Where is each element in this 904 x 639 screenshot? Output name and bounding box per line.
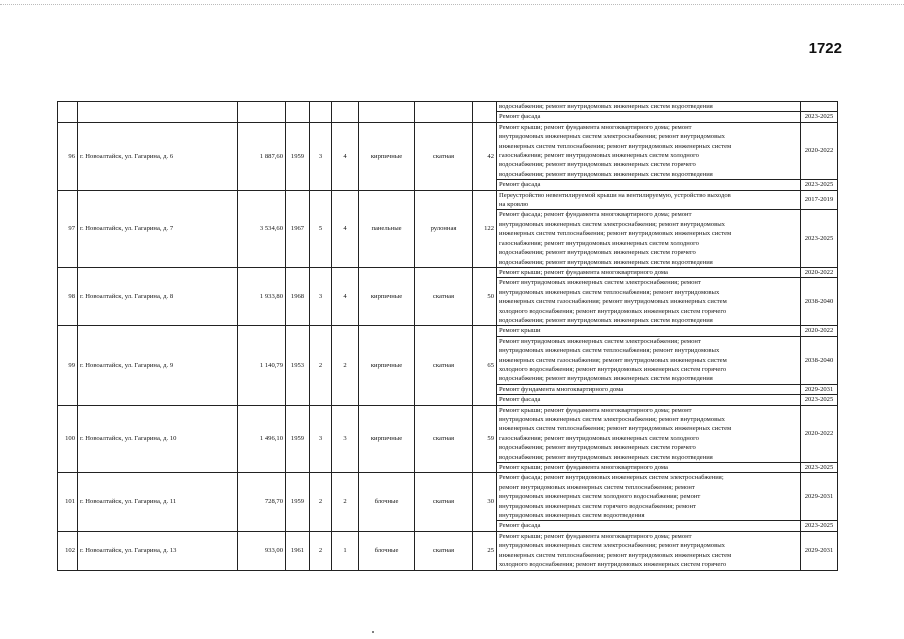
work-line: Ремонт фундамента многоквартирного дома	[499, 385, 624, 393]
entrances-cell	[332, 102, 359, 123]
total-area-cell: 1 140,79	[238, 326, 286, 405]
work-line: ремонт внутридомовых инженерных систем теплоснабжения; ремонт	[499, 483, 695, 491]
entrances-cell: 1	[332, 531, 359, 570]
entrances-cell: 4	[332, 267, 359, 325]
work-line: водоснабжения; ремонт внутридомовых инженерных систем водоотведения	[499, 258, 713, 266]
roof-type-cell: скатная	[415, 267, 473, 325]
work-line: инженерных систем газоснабжения; ремонт внутридомовых инженерных систем	[499, 298, 727, 306]
work-line: инженерных систем теплоснабжения; ремонт внутридомовых инженерных систем	[499, 142, 732, 150]
address-cell: г. Новоалтайск, ул. Гагарина, д. 11	[78, 473, 238, 531]
repair-period-cell: 2029-2031	[801, 531, 838, 570]
wall-material-cell	[359, 102, 415, 123]
roof-type-cell	[415, 102, 473, 123]
register-body	[58, 102, 838, 571]
work-line: Ремонт фасада	[499, 522, 541, 530]
work-line: инженерных систем теплоснабжения; ремонт внутридомовых инженерных систем	[499, 551, 732, 559]
table-row	[58, 473, 838, 521]
total-area-cell: 1 496,10	[238, 405, 286, 473]
work-line: Ремонт фасада	[499, 113, 541, 121]
apartments-cell: 65	[473, 326, 497, 405]
repair-period-cell: 2020-2022	[801, 405, 838, 462]
work-line: Ремонт крыши; ремонт фундамента многоквартирного дома; ремонт	[499, 532, 692, 540]
work-line: холодного водоснабжения; ремонт внутридомовых инженерных систем горячего	[499, 561, 727, 569]
repair-period-cell: 2038-2040	[801, 336, 838, 384]
apartments-cell: 25	[473, 531, 497, 570]
page-number: 1722	[808, 40, 842, 57]
work-line: внутридомовых инженерных систем электроснабжения; ремонт внутридомовых	[499, 220, 725, 228]
work-line: внутридомовых инженерных систем холодного водоснабжения; ремонт	[499, 493, 701, 501]
total-area-cell: 1 887,60	[238, 122, 286, 190]
apartments-cell: 122	[473, 190, 497, 267]
wall-material-cell: кирпичные	[359, 122, 415, 190]
work-line: Ремонт крыши; ремонт фундамента многоквартирного дома	[499, 464, 668, 472]
roof-type-cell: скатная	[415, 122, 473, 190]
work-description-cell	[497, 122, 801, 179]
total-area-cell: 728,70	[238, 473, 286, 531]
repair-period-cell: 2038-2040	[801, 278, 838, 326]
work-description-cell	[497, 405, 801, 462]
roof-type-cell: скатная	[415, 326, 473, 405]
work-line: водоснабжения; ремонт внутридомовых инженерных систем водоотведения	[499, 316, 713, 324]
repair-period-cell: 2029-2031	[801, 384, 838, 394]
year-built-cell: 1961	[286, 531, 310, 570]
work-line: внутридомовых инженерных систем электроснабжения; ремонт внутридомовых	[499, 416, 725, 423]
floors-cell: 3	[310, 267, 332, 325]
table-row	[58, 267, 838, 277]
house-number-cell: 101	[58, 473, 78, 531]
address-cell	[78, 102, 238, 123]
repair-period-cell: 2029-2031	[801, 473, 838, 521]
wall-material-cell: кирпичные	[359, 326, 415, 405]
table-row	[58, 102, 838, 112]
house-number-cell: 98	[58, 267, 78, 325]
table-row	[58, 122, 838, 179]
house-number-cell: 96	[58, 122, 78, 190]
work-line: внутридомовых инженерных систем электроснабжения; ремонт внутридомовых	[499, 542, 725, 550]
work-line: Ремонт крыши; ремонт фундамента многоквартирного дома	[499, 268, 668, 276]
work-line: холодного водоснабжения; ремонт внутридомовых инженерных систем горячего	[499, 307, 727, 315]
total-area-cell: 3 534,60	[238, 190, 286, 267]
wall-material-cell: панельные	[359, 190, 415, 267]
entrances-cell: 2	[332, 326, 359, 405]
year-built-cell: 1968	[286, 267, 310, 325]
work-line: на кровлю	[499, 201, 529, 209]
entrances-cell: 3	[332, 405, 359, 473]
work-description-cell	[497, 463, 801, 473]
address-cell: г. Новоалтайск, ул. Гагарина, д. 10	[78, 405, 238, 473]
repair-period-cell: 2023-2025	[801, 210, 838, 267]
house-number-cell: 102	[58, 531, 78, 570]
work-description-cell	[497, 326, 801, 336]
work-description-cell	[497, 531, 801, 570]
repair-register-table	[57, 101, 838, 571]
work-line: Ремонт внутридомовых инженерных систем электроснабжения; ремонт	[499, 279, 701, 287]
total-area-cell: 933,00	[238, 531, 286, 570]
work-line: Ремонт фасада	[499, 181, 541, 189]
work-line: Переустройство невентилируемой крыши на вентилируемую, устройство выходов	[499, 191, 731, 199]
floors-cell: 2	[310, 326, 332, 405]
year-built-cell: 1959	[286, 122, 310, 190]
floors-cell: 5	[310, 190, 332, 267]
apartments-cell: 42	[473, 122, 497, 190]
wall-material-cell: кирпичные	[359, 267, 415, 325]
table-row	[58, 326, 838, 336]
work-line: водоснабжения; ремонт внутридомовых инженерных систем горячего	[499, 161, 696, 169]
address-cell: г. Новоалтайск, ул. Гагарина, д. 6	[78, 122, 238, 190]
entrances-cell: 4	[332, 190, 359, 267]
repair-period-cell: 2023-2025	[801, 521, 838, 531]
work-line: водоснабжения; ремонт внутридомовых инженерных систем горячего	[499, 249, 696, 257]
repair-period-cell: 2023-2025	[801, 112, 838, 122]
total-area-cell	[238, 102, 286, 123]
wall-material-cell: блочные	[359, 473, 415, 531]
repair-period-cell: 2023-2025	[801, 180, 838, 190]
apartments-cell: 50	[473, 267, 497, 325]
repair-period-cell: 2023-2025	[801, 395, 838, 405]
repair-period-cell: 2020-2022	[801, 122, 838, 179]
work-line: Ремонт крыши	[499, 327, 541, 335]
apartments-cell	[473, 102, 497, 123]
work-line: холодного водоснабжения; ремонт внутридомовых инженерных систем горячего	[499, 365, 727, 373]
table-row	[58, 190, 838, 210]
work-line: внутридомовых инженерных систем теплоснабжения; ремонт внутридомовых	[499, 288, 720, 296]
work-line: Ремонт крыши; ремонт фундамента многоквартирного дома; ремонт	[499, 406, 692, 414]
work-line: внутридомовых инженерных систем теплоснабжения; ремонт внутридомовых	[499, 347, 720, 355]
work-line: газоснабжения; ремонт внутридомовых инженерных систем холодного	[499, 239, 699, 247]
work-line: Ремонт фасада; ремонт внутридомовых инженерных систем электроснабжения;	[499, 474, 724, 482]
work-description-cell	[497, 190, 801, 210]
work-line: Ремонт крыши; ремонт фундамента многоквартирного дома; ремонт	[499, 123, 692, 131]
address-cell: г. Новоалтайск, ул. Гагарина, д. 7	[78, 190, 238, 267]
floors-cell: 3	[310, 405, 332, 473]
scan-speck	[372, 631, 374, 633]
table-row	[58, 405, 838, 462]
scan-edge-noise	[0, 4, 904, 7]
work-line: внутридомовых инженерных систем водоотведения	[499, 512, 645, 520]
house-number-cell: 97	[58, 190, 78, 267]
work-description-cell	[497, 336, 801, 384]
apartments-cell: 30	[473, 473, 497, 531]
work-description-cell	[497, 384, 801, 394]
work-line: внутридомовых инженерных систем электроснабжения; ремонт внутридомовых	[499, 133, 725, 141]
repair-period-cell	[801, 102, 838, 112]
entrances-cell: 2	[332, 473, 359, 531]
work-line: газоснабжения; ремонт внутридомовых инженерных систем холодного	[499, 152, 699, 160]
work-line: водоснабжения; ремонт внутридомовых инженерных систем водоотведения	[499, 375, 713, 383]
work-description-cell	[497, 395, 801, 405]
work-line: инженерных систем теплоснабжения; ремонт внутридомовых инженерных систем	[499, 230, 732, 238]
year-built-cell: 1959	[286, 473, 310, 531]
year-built-cell	[286, 102, 310, 123]
work-line: водоснабжения; ремонт внутридомовых инженерных систем горячего	[499, 444, 696, 452]
address-cell: г. Новоалтайск, ул. Гагарина, д. 9	[78, 326, 238, 405]
repair-period-cell: 2020-2022	[801, 326, 838, 336]
table-row	[58, 531, 838, 570]
work-line: водоснабжения; ремонт внутридомовых инженерных систем водоотведения	[499, 453, 713, 461]
floors-cell	[310, 102, 332, 123]
total-area-cell: 1 933,80	[238, 267, 286, 325]
work-line: Ремонт фасада; ремонт фундамента многоквартирного дома; ремонт	[499, 211, 692, 219]
repair-period-cell: 2023-2025	[801, 463, 838, 473]
work-line: водоснабжения; ремонт внутридомовых инженерных систем водоотведения	[499, 103, 713, 110]
work-line: газоснабжения; ремонт внутридомовых инженерных систем холодного	[499, 434, 699, 442]
apartments-cell: 59	[473, 405, 497, 473]
wall-material-cell: блочные	[359, 531, 415, 570]
work-line: Ремонт фасада	[499, 396, 541, 404]
entrances-cell: 4	[332, 122, 359, 190]
work-description-cell	[497, 278, 801, 326]
repair-period-cell: 2020-2022	[801, 267, 838, 277]
work-description-cell	[497, 180, 801, 190]
house-number-cell	[58, 102, 78, 123]
year-built-cell: 1953	[286, 326, 310, 405]
wall-material-cell: кирпичные	[359, 405, 415, 473]
work-line: Ремонт внутридомовых инженерных систем электроснабжения; ремонт	[499, 337, 701, 345]
floors-cell: 2	[310, 531, 332, 570]
floors-cell: 3	[310, 122, 332, 190]
year-built-cell: 1959	[286, 405, 310, 473]
floors-cell: 2	[310, 473, 332, 531]
year-built-cell: 1967	[286, 190, 310, 267]
work-description-cell	[497, 267, 801, 277]
work-description-cell	[497, 521, 801, 531]
house-number-cell: 99	[58, 326, 78, 405]
roof-type-cell: скатная	[415, 405, 473, 473]
roof-type-cell: скатная	[415, 473, 473, 531]
work-line: инженерных систем теплоснабжения; ремонт внутридомовых инженерных систем	[499, 425, 732, 433]
work-line: внутридомовых инженерных систем горячего водоснабжения; ремонт	[499, 502, 696, 510]
work-description-cell	[497, 210, 801, 267]
work-description-cell	[497, 473, 801, 521]
roof-type-cell: скатная	[415, 531, 473, 570]
work-description-cell	[497, 112, 801, 122]
address-cell: г. Новоалтайск, ул. Гагарина, д. 13	[78, 531, 238, 570]
work-description-cell	[497, 102, 801, 112]
work-line: водоснабжения; ремонт внутридомовых инженерных систем водоотведения	[499, 170, 713, 178]
house-number-cell: 100	[58, 405, 78, 473]
work-line: инженерных систем газоснабжения; ремонт внутридомовых инженерных систем	[499, 356, 727, 364]
address-cell: г. Новоалтайск, ул. Гагарина, д. 8	[78, 267, 238, 325]
roof-type-cell: рулонная	[415, 190, 473, 267]
repair-period-cell: 2017-2019	[801, 190, 838, 210]
